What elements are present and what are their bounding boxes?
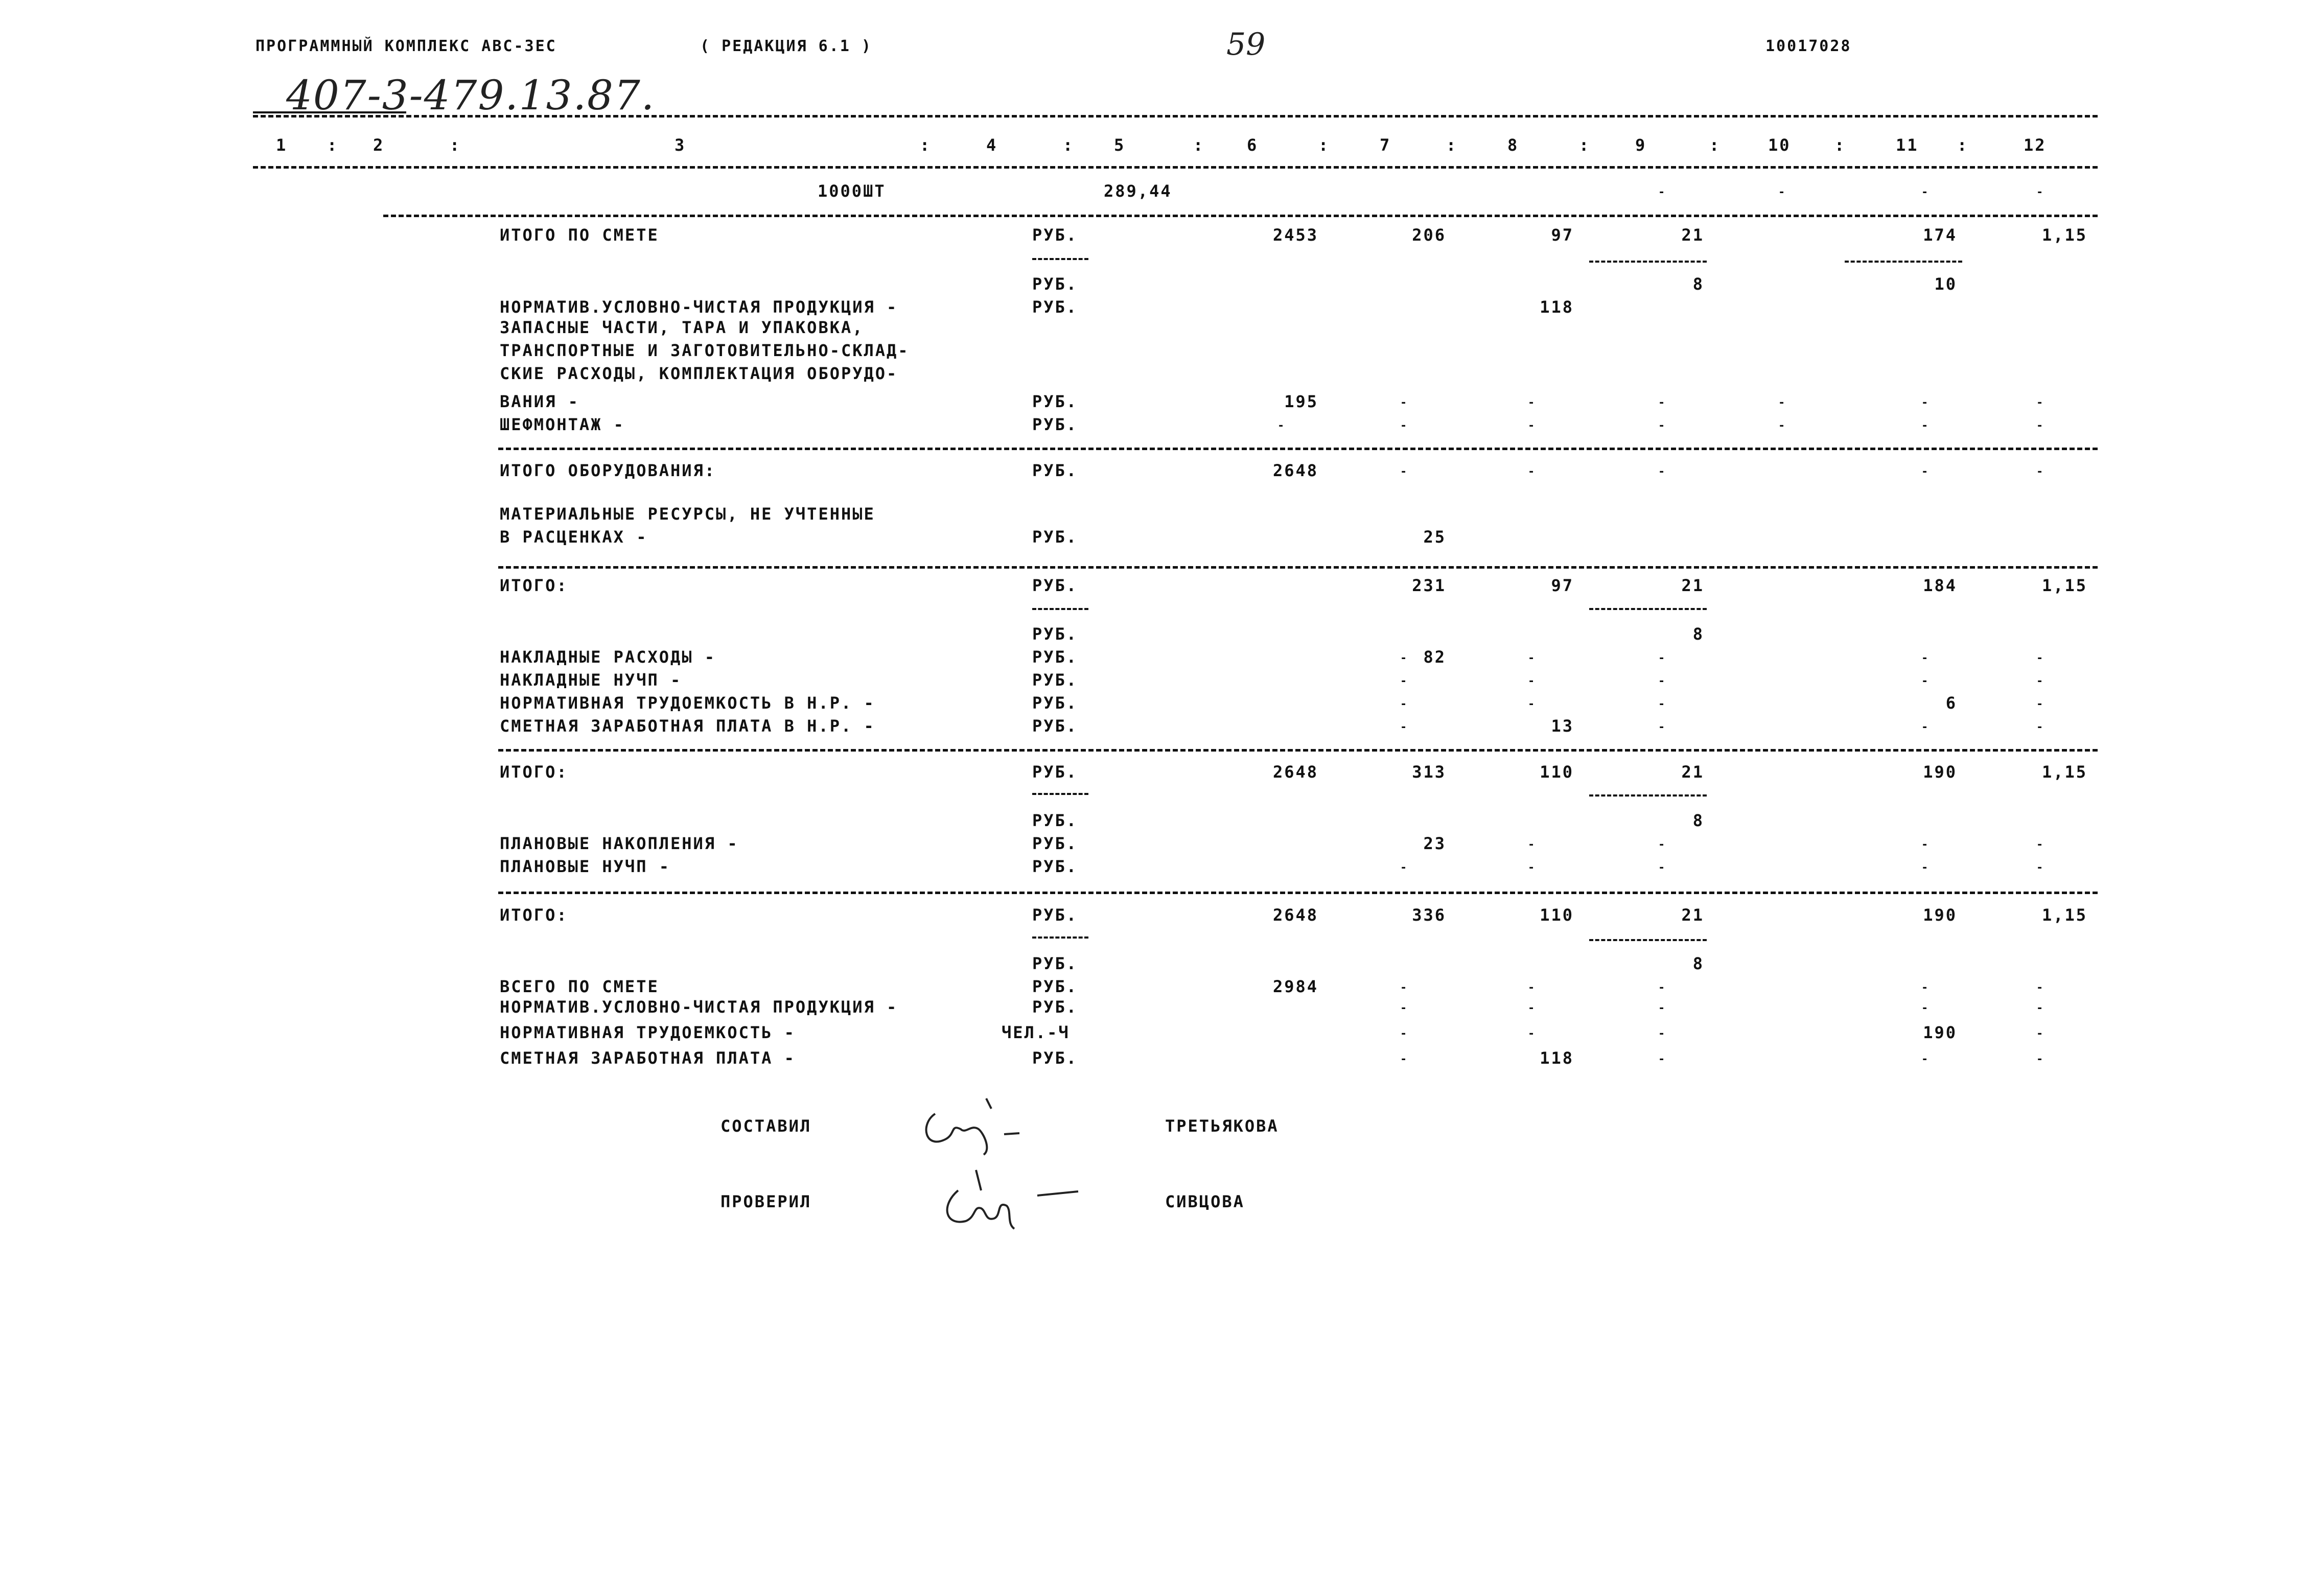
empty-cell-mark: -: [2036, 419, 2043, 432]
column-separator: :: [1063, 135, 1075, 155]
row-value-c8: 110: [1540, 762, 1574, 782]
row-value-c6: 2648: [1272, 461, 1318, 480]
column-separator: :: [1709, 135, 1721, 155]
row-value-c9: 8: [1692, 274, 1704, 294]
row-unit: РУБ.: [1032, 762, 1078, 782]
row-label: ИТОГО ОБОРУДОВАНИЯ:: [500, 461, 716, 480]
empty-cell-mark: -: [1528, 419, 1535, 432]
row-value-c11: 6: [1945, 693, 1957, 713]
empty-cell-mark: -: [1658, 861, 1665, 874]
empty-cell-mark: -: [1921, 981, 1928, 994]
empty-cell-mark: -: [1277, 419, 1285, 432]
empty-cell-mark: -: [1658, 419, 1665, 432]
column-number: 8: [1507, 135, 1519, 155]
row-label: НАКЛАДНЫЕ РАСХОДЫ -: [500, 647, 716, 667]
empty-cell-mark: -: [1400, 675, 1407, 688]
empty-cell-mark: -: [1658, 652, 1665, 665]
row-unit: РУБ.: [1032, 905, 1078, 925]
row-unit: РУБ.: [1032, 297, 1078, 317]
empty-cell-mark: -: [1658, 396, 1665, 409]
empty-cell-mark: -: [2036, 698, 2043, 711]
empty-cell-mark: -: [2036, 652, 2043, 665]
row-value-c7: 336: [1412, 905, 1446, 925]
column-number: 12: [2024, 135, 2047, 155]
row-value-c9: 8: [1692, 811, 1704, 830]
row-value-c8: 97: [1551, 576, 1574, 595]
empty-cell-mark: -: [1528, 1027, 1535, 1040]
subtotal-rule: [1845, 261, 1962, 263]
row-label: СМЕТНАЯ ЗАРАБОТНАЯ ПЛАТА -: [500, 1048, 796, 1068]
column-number: 10: [1768, 135, 1791, 155]
row-label: НОРМАТИВНАЯ ТРУДОЕМКОСТЬ В Н.Р. -: [500, 693, 875, 713]
row-value-c7: 313: [1412, 762, 1446, 782]
empty-cell-mark: -: [2036, 1002, 2043, 1015]
empty-cell-mark: -: [1658, 698, 1665, 711]
column-separator: :: [327, 135, 339, 155]
row-value-c6: 2453: [1272, 225, 1318, 245]
empty-cell-mark: -: [1778, 419, 1785, 432]
column-number: 5: [1114, 135, 1126, 155]
row-value-c11: 174: [1923, 225, 1957, 245]
checked-by-name: СИВЦОВА: [1165, 1192, 1245, 1211]
edition-label: ( РЕДАКЦИЯ 6.1 ): [700, 37, 872, 55]
subtotal-rule: [1032, 793, 1088, 795]
empty-cell-mark: -: [1921, 652, 1928, 665]
empty-cell-mark: -: [1921, 675, 1928, 688]
row-unit: РУБ.: [1032, 857, 1078, 876]
row-value-c7: 82: [1423, 647, 1446, 667]
empty-cell-mark: -: [1400, 721, 1407, 734]
row-value-c7: 206: [1412, 225, 1446, 245]
row-value-c6: 2648: [1272, 905, 1318, 925]
subtotal-rule: [1589, 939, 1707, 941]
row-label: НОРМАТИВ.УСЛОВНО-ЧИСТАЯ ПРОДУКЦИЯ -: [500, 297, 898, 317]
empty-cell-mark: -: [1658, 186, 1665, 199]
row-value-c8: 13: [1551, 716, 1574, 736]
empty-cell-mark: -: [1400, 1053, 1407, 1066]
row-value-c8: 118: [1540, 297, 1574, 317]
row-value-c9: 8: [1692, 624, 1704, 644]
column-number: 7: [1380, 135, 1391, 155]
row-unit: РУБ.: [1032, 977, 1078, 996]
column-number: 2: [373, 135, 385, 155]
row-value-c7: 231: [1412, 576, 1446, 595]
row-value-c8: 97: [1551, 225, 1574, 245]
row-value-c11: 10: [1934, 274, 1957, 294]
empty-cell-mark: -: [2036, 981, 2043, 994]
empty-cell-mark: -: [1528, 675, 1535, 688]
row-value-c12: 1,15: [2041, 225, 2087, 245]
subtotal-rule: [1589, 261, 1707, 263]
row-label: ИТОГО:: [500, 576, 568, 595]
empty-cell-mark: -: [1658, 838, 1665, 851]
row-value-c9: 21: [1681, 905, 1704, 925]
empty-cell-mark: -: [1658, 675, 1665, 688]
checked-by-label: ПРОВЕРИЛ: [721, 1192, 812, 1211]
empty-cell-mark: -: [2036, 1027, 2043, 1040]
column-separator: :: [1446, 135, 1458, 155]
row-value-c7: 23: [1423, 834, 1446, 853]
compiled-by-label: СОСТАВИЛ: [721, 1116, 812, 1136]
empty-cell-mark: -: [1658, 1027, 1665, 1040]
row-label: СКИЕ РАСХОДЫ, КОМПЛЕКТАЦИЯ ОБОРУДО-: [500, 364, 898, 383]
header-rule-bottom: [253, 166, 2098, 169]
empty-cell-mark: -: [1658, 1002, 1665, 1015]
row-label: ПЛАНОВЫЕ НУЧП -: [500, 857, 670, 876]
row-unit: РУБ.: [1032, 392, 1078, 411]
row-unit: РУБ.: [1032, 415, 1078, 434]
empty-cell-mark: -: [2036, 1053, 2043, 1066]
subtotal-rule: [1032, 608, 1088, 610]
first-row-value: 289,44: [1104, 181, 1172, 201]
column-separator: :: [1579, 135, 1591, 155]
empty-cell-mark: -: [1658, 981, 1665, 994]
empty-cell-mark: -: [1400, 652, 1407, 665]
row-unit: РУБ.: [1032, 1048, 1078, 1068]
empty-cell-mark: -: [1921, 861, 1928, 874]
empty-cell-mark: -: [1400, 861, 1407, 874]
row-value-c8: 118: [1540, 1048, 1574, 1068]
column-number: 3: [675, 135, 686, 155]
row-value-c12: 1,15: [2041, 905, 2087, 925]
row-label: НОРМАТИВ.УСЛОВНО-ЧИСТАЯ ПРОДУКЦИЯ -: [500, 997, 898, 1017]
empty-cell-mark: -: [1400, 419, 1407, 432]
row-unit: РУБ.: [1032, 274, 1078, 294]
column-number: 4: [986, 135, 998, 155]
row-unit: РУБ.: [1032, 693, 1078, 713]
column-separator: :: [450, 135, 461, 155]
row-value-c11: 184: [1923, 576, 1957, 595]
section-rule: [383, 215, 2098, 217]
subtotal-rule: [1589, 608, 1707, 610]
row-unit: РУБ.: [1032, 461, 1078, 480]
row-value-c6: 195: [1284, 392, 1318, 411]
empty-cell-mark: -: [1778, 396, 1785, 409]
section-rule: [498, 448, 2098, 450]
empty-cell-mark: -: [1400, 698, 1407, 711]
row-value-c8: 110: [1540, 905, 1574, 925]
row-label: ВСЕГО ПО СМЕТЕ: [500, 977, 659, 996]
empty-cell-mark: -: [2036, 721, 2043, 734]
row-value-c9: 8: [1692, 954, 1704, 973]
empty-cell-mark: -: [1921, 465, 1928, 478]
empty-cell-mark: -: [1528, 396, 1535, 409]
row-unit: РУБ.: [1032, 527, 1078, 547]
row-label: В РАСЦЕНКАХ -: [500, 527, 648, 547]
empty-cell-mark: -: [1921, 838, 1928, 851]
row-label: ИТОГО:: [500, 762, 568, 782]
row-unit: РУБ.: [1032, 716, 1078, 736]
empty-cell-mark: -: [2036, 838, 2043, 851]
program-title: ПРОГРАММНЫЙ КОМПЛЕКС АВС-ЗЕС: [255, 37, 557, 55]
empty-cell-mark: -: [1400, 396, 1407, 409]
column-number: 11: [1896, 135, 1919, 155]
row-unit: РУБ.: [1032, 997, 1078, 1017]
empty-cell-mark: -: [1921, 396, 1928, 409]
row-label: НОРМАТИВНАЯ ТРУДОЕМКОСТЬ -: [500, 1023, 796, 1042]
row-unit: РУБ.: [1032, 624, 1078, 644]
subtotal-rule: [1032, 258, 1088, 260]
row-unit: РУБ.: [1032, 647, 1078, 667]
empty-cell-mark: -: [1400, 981, 1407, 994]
empty-cell-mark: -: [1400, 1002, 1407, 1015]
empty-cell-mark: -: [1658, 721, 1665, 734]
row-unit: РУБ.: [1032, 811, 1078, 830]
empty-cell-mark: -: [1658, 465, 1665, 478]
checked-signature: [930, 1160, 1094, 1231]
column-separator: :: [1318, 135, 1330, 155]
subtotal-rule: [1589, 794, 1707, 797]
empty-cell-mark: -: [1921, 1053, 1928, 1066]
row-label: ЗАПАСНЫЕ ЧАСТИ, ТАРА И УПАКОВКА,: [500, 318, 864, 337]
empty-cell-mark: -: [2036, 186, 2043, 199]
empty-cell-mark: -: [1528, 838, 1535, 851]
row-value-c11: 190: [1923, 905, 1957, 925]
empty-cell-mark: -: [1528, 698, 1535, 711]
row-value-c12: 1,15: [2041, 762, 2087, 782]
row-label: ИТОГО ПО СМЕТЕ: [500, 225, 659, 245]
empty-cell-mark: -: [1400, 1027, 1407, 1040]
row-label: ШЕФМОНТАЖ -: [500, 415, 625, 434]
empty-cell-mark: -: [1921, 186, 1928, 199]
row-label: ПЛАНОВЫЕ НАКОПЛЕНИЯ -: [500, 834, 739, 853]
row-value-c6: 2648: [1272, 762, 1318, 782]
row-unit: РУБ.: [1032, 834, 1078, 853]
first-row-unit: 1000ШТ: [818, 181, 886, 201]
row-unit: РУБ.: [1032, 225, 1078, 245]
column-separator: :: [1957, 135, 1969, 155]
row-label: СМЕТНАЯ ЗАРАБОТНАЯ ПЛАТА В Н.Р. -: [500, 716, 875, 736]
row-value-c9: 21: [1681, 576, 1704, 595]
column-number: 9: [1635, 135, 1647, 155]
row-value-c9: 21: [1681, 225, 1704, 245]
row-unit: ЧЕЛ.-Ч: [1002, 1023, 1070, 1042]
compiled-by-name: ТРЕТЬЯКОВА: [1165, 1116, 1279, 1136]
empty-cell-mark: -: [1658, 1053, 1665, 1066]
empty-cell-mark: -: [1921, 419, 1928, 432]
empty-cell-mark: -: [2036, 861, 2043, 874]
column-number: 6: [1247, 135, 1259, 155]
compiled-signature: [915, 1093, 1048, 1160]
empty-cell-mark: -: [1528, 465, 1535, 478]
column-separator: :: [920, 135, 932, 155]
empty-cell-mark: -: [1528, 1002, 1535, 1015]
empty-cell-mark: -: [1528, 981, 1535, 994]
handwritten-underline: [253, 111, 406, 113]
document-code: 10017028: [1765, 37, 1852, 55]
subtotal-rule: [1032, 936, 1088, 939]
section-rule: [498, 892, 2098, 894]
row-label: ИТОГО:: [500, 905, 568, 925]
empty-cell-mark: -: [1400, 465, 1407, 478]
row-value-c7: 25: [1423, 527, 1446, 547]
column-separator: :: [1834, 135, 1846, 155]
row-label: НАКЛАДНЫЕ НУЧП -: [500, 670, 682, 690]
empty-cell-mark: -: [1921, 1002, 1928, 1015]
row-value-c12: 1,15: [2041, 576, 2087, 595]
empty-cell-mark: -: [1778, 186, 1785, 199]
section-rule: [498, 566, 2098, 569]
row-value-c6: 2984: [1272, 977, 1318, 996]
row-label: МАТЕРИАЛЬНЫЕ РЕСУРСЫ, НЕ УЧТЕННЫЕ: [500, 504, 875, 524]
header-rule-top: [253, 115, 2098, 118]
empty-cell-mark: -: [2036, 465, 2043, 478]
section-rule: [498, 749, 2098, 752]
row-label: ВАНИЯ -: [500, 392, 579, 411]
empty-cell-mark: -: [1921, 721, 1928, 734]
row-unit: РУБ.: [1032, 670, 1078, 690]
empty-cell-mark: -: [2036, 396, 2043, 409]
row-unit: РУБ.: [1032, 954, 1078, 973]
row-value-c11: 190: [1923, 1023, 1957, 1042]
empty-cell-mark: -: [1528, 652, 1535, 665]
handwritten-drawing-code: 407-3-479.13.87.: [286, 72, 656, 119]
column-separator: :: [1193, 135, 1205, 155]
row-unit: РУБ.: [1032, 576, 1078, 595]
empty-cell-mark: -: [2036, 675, 2043, 688]
row-value-c11: 190: [1923, 762, 1957, 782]
row-value-c9: 21: [1681, 762, 1704, 782]
column-number: 1: [276, 135, 288, 155]
row-label: ТРАНСПОРТНЫЕ И ЗАГОТОВИТЕЛЬНО-СКЛАД-: [500, 341, 910, 360]
empty-cell-mark: -: [1528, 861, 1535, 874]
page-number: 59: [1226, 27, 1266, 62]
